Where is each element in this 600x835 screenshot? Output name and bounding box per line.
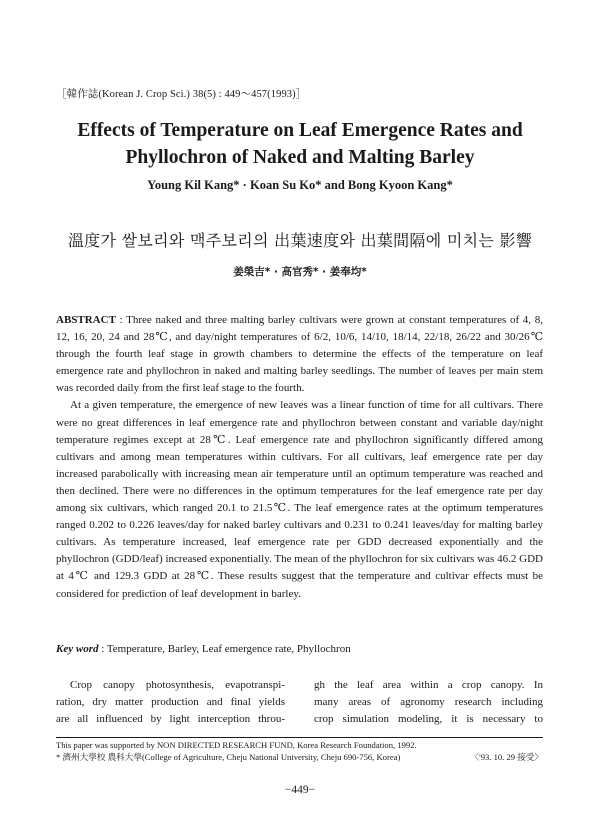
page-number: −449− — [284, 784, 316, 796]
body-line: crop simulation modeling, it is necessary to — [314, 713, 543, 726]
abstract-paragraph-2: At a given temperature, the emergence of new leaves was a linear function of time for all cultivars. There were no great differences in leaf emergence rate and phyllochron between constant and variable day/night temperature regimes except at 28℃. Leaf emergence rate and phyllochron significantly differed among cultivars and among mean temperatures within cultivars. For all cultivars, leaf emergence rate per day increased parabolically with increasing mean air temperature until an optimum temperature was reached and then declined. There were no differences in the optimum temperatures for the leaf emergence rate per day among six cultivars, which ranged 20.1 to 21.5℃. The leaf emergence rates at the optimum temperatures ranged 0.202 to 0.226 leaves/day for naked barley cultivars and 0.231 to 0.241 leaves/day for malting barley cultivars. As temperature increased, leaf emergence rate per GDD decreased exponentially and the phyllochron (GDD/leaf) increased exponentially. The mean of the phyllochron for six cultivars was 46.2 GDD at 4℃ and 129.3 GDD at 28℃. These results suggest that the temperature and cultivar effects must be considered for prediction of leaf development in barley. — [56, 399, 543, 600]
abstract-paragraph-1 — [56, 312, 543, 397]
abstract-label: ABSTRACT — [56, 314, 116, 326]
abstract-text-1: : Three naked and three malting barley cultivars were grown at constant temperatures of 4, 8, 12, 16, 20, 24 and 28℃, and day/night temperatures of 6/2, 10/6, 14/10, 18/14, 22/18, 26/22 and 30/26℃ through the fourth leaf stage in growth chambers to determine the effects of the temperature on leaf emergence rate and phyllochron in naked and malting barley seedlings. The number of leaves per main stem was recorded daily from the first leaf stage to the fourth. — [56, 314, 543, 395]
body-line: gh the leaf area within a crop canopy. In — [314, 679, 543, 691]
body-line: many areas of agronomy research including — [314, 696, 543, 709]
affiliation-text: * 濟州大學校 農科大學(College of Agriculture, Cheju National University, Cheju 690-756, Korea) — [56, 752, 401, 762]
received-date: 〈'93. 10. 29 接受〉 — [470, 752, 543, 762]
body-column-right — [314, 677, 543, 729]
paper-title-line-1: Effects of Temperature on Leaf Emergence Rates and — [77, 120, 523, 141]
keywords-text: : Temperature, Barley, Leaf emergence rate, Phyllochron — [98, 643, 351, 655]
abstract — [56, 312, 543, 603]
korean-author-list: 姜榮吉* · 高官秀* · 姜奉均* — [233, 266, 367, 278]
journal-reference: ［韓作誌(Korean J. Crop Sci.) 38(5) : 449～457(1993)］ — [56, 89, 307, 100]
keywords — [56, 643, 543, 655]
author-list: Young Kil Kang* · Koan Su Ko* and Bong Kyoon Kang* — [147, 178, 453, 192]
body-line: Crop canopy photosynthesis, evapotranspi- — [70, 679, 285, 691]
korean-title: 溫度가 쌀보리와 맥주보리의 出葉速度와 出葉間隔에 미치는 影響 — [67, 231, 533, 250]
keywords-label: Key word — [56, 643, 99, 655]
paper-title-line-2: Phyllochron of Naked and Malting Barley — [125, 147, 475, 168]
body-column-left — [56, 677, 285, 729]
affiliation-footnote — [56, 752, 543, 763]
body-line: are all influenced by light interception throu- — [56, 713, 285, 726]
body-line: ration, dry matter production and final yields — [56, 696, 285, 709]
footnote-divider — [56, 737, 543, 738]
paper-title — [40, 117, 560, 171]
funding-footnote: This paper was supported by NON DIRECTED RESEARCH FUND, Korea Research Foundation, 1992. — [56, 740, 417, 750]
